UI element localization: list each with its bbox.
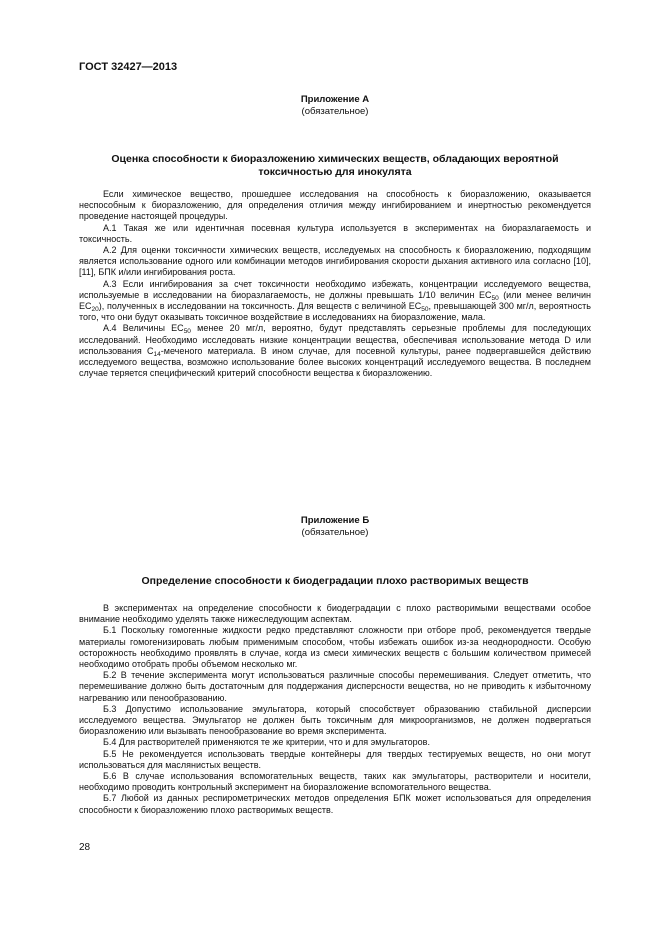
paragraph-a3: А.3 Если ингибирования за счет токсичности необходимо избежать, концентрации исследуемого вещества, используемые в исследовании на биоразлагаемость, не должны превышать 1/10 величин $EC_{50}$ (или менее величин $EC_{20}$), полученных в исследовании на токсичность. Для веществ с величиной $EC_{50}$, превышающей 300 мг/л, вероятность того, что они будут оказывать токсичное воздействие в исследованиях на биоразложение, мала. [79, 278, 591, 323]
paragraph-b7: Б.7 Любой из данных респирометрических методов определения БПК может использоваться для определения способности к биоразложению плохо растворимых веществ. [79, 793, 591, 815]
paragraph-b6: Б.6 В случае использования вспомогательных веществ, таких как эмульгаторы, растворители и носители, необходимо проводить контрольный эксперимент на биоразложение вспомогательного вещества. [79, 771, 591, 793]
document-code: ГОСТ 32427—2013 [79, 61, 178, 73]
appendix-b-heading [79, 575, 591, 588]
appendix-a-heading [79, 153, 591, 179]
appendix-a-header [79, 94, 591, 118]
paragraph-b1: Б.1 Поскольку гомогенные жидкости редко представляют сложности при отборе проб, рекомендуется твердые материалы гомогенизировать любым применимым способом, чтобы избежать ошибок из-за неоднородности. Особую осторожность необходимо проявлять в случае, когда из смеси химических веществ с большим количеством примесей необходимо отобрать пробы объемом несколько мг. [79, 625, 591, 670]
paragraph-b3: Б.3 Допустимо использование эмульгатора, который способствует образованию стабильной дисперсии исследуемого вещества. Эмульгатор не должен быть токсичным для микроорганизмов, не должен подвергаться биоразложению или вызывать пенообразование во время эксперимента. [79, 703, 591, 737]
appendix-a-heading-line2: токсичностью для инокулята [258, 166, 412, 178]
appendix-b-header [79, 515, 591, 539]
appendix-a-body [79, 189, 591, 379]
appendix-b-intro: В экспериментах на определение способности к биодеградации с плохо растворимыми веществами особое внимание необходимо уделять также нижеследующим аспектам. [79, 603, 591, 625]
appendix-b-title: Приложение Б [300, 515, 370, 526]
paragraph-b4: Б.4 Для растворителей применяются те же критерии, что и для эмульгаторов. [103, 737, 430, 748]
appendix-b-heading-text: Определение способности к биодеградации плохо растворимых веществ [141, 575, 529, 587]
paragraph-a2: А.2 Для оценки токсичности химических веществ, исследуемых на способность к биоразложению, подходящим является использование одного или комбинации методов ингибирования скорости дыхания активного ила согласно [10], [11], БПК и/или ингибирования роста. [79, 245, 591, 278]
paragraph-a4: А.4 Величины $EC_{50}$ менее 20 мг/л, вероятно, будут представлять серьезные проблемы для последующих исследований. Необходимо исследовать низкие концентрации вещества, обеспечивая использование метода D или использования $C_{14}$-меченого материала. В ином случае, для посевной культуры, ранее подвергавшейся действию исследуемого вещества, возможно использование более высоких концентраций исследуемого вещества. В последнем случае теряется специфический критерий способности вещества к биоразложению. [79, 323, 591, 379]
paragraph-b5: Б.5 Не рекомендуется использовать твердые контейнеры для твердых тестируемых веществ, но они могут использоваться для маслянистых веществ. [79, 748, 591, 770]
appendix-a-heading-line1: Оценка способности к биоразложению химических веществ, обладающих вероятной [111, 153, 559, 165]
appendix-a-status: (обязательное) [301, 106, 369, 117]
page-number: 28 [79, 842, 91, 853]
appendix-b-status: (обязательное) [301, 527, 369, 538]
appendix-b-body [79, 603, 591, 816]
appendix-a-title: Приложение А [300, 94, 370, 105]
paragraph-a1: А.1 Такая же или идентичная посевная культура используется в экспериментах на биоразлагаемость и токсичность. [79, 222, 591, 244]
paragraph-b2: Б.2 В течение эксперимента могут использоваться различные способы перемешивания. Следует отметить, что перемешивание должно быть достаточным для поддержания дисперсности вещества, но не приводить к избыточному нагреванию или пенообразованию. [79, 670, 591, 703]
appendix-a-intro: Если химическое вещество, прошедшее исследования на способность к биоразложению, оказывается неспособным к биоразложению, для определения отличия между ингибированием и инертностью рекомендуется проведение настоящей процедуры. [79, 189, 591, 222]
